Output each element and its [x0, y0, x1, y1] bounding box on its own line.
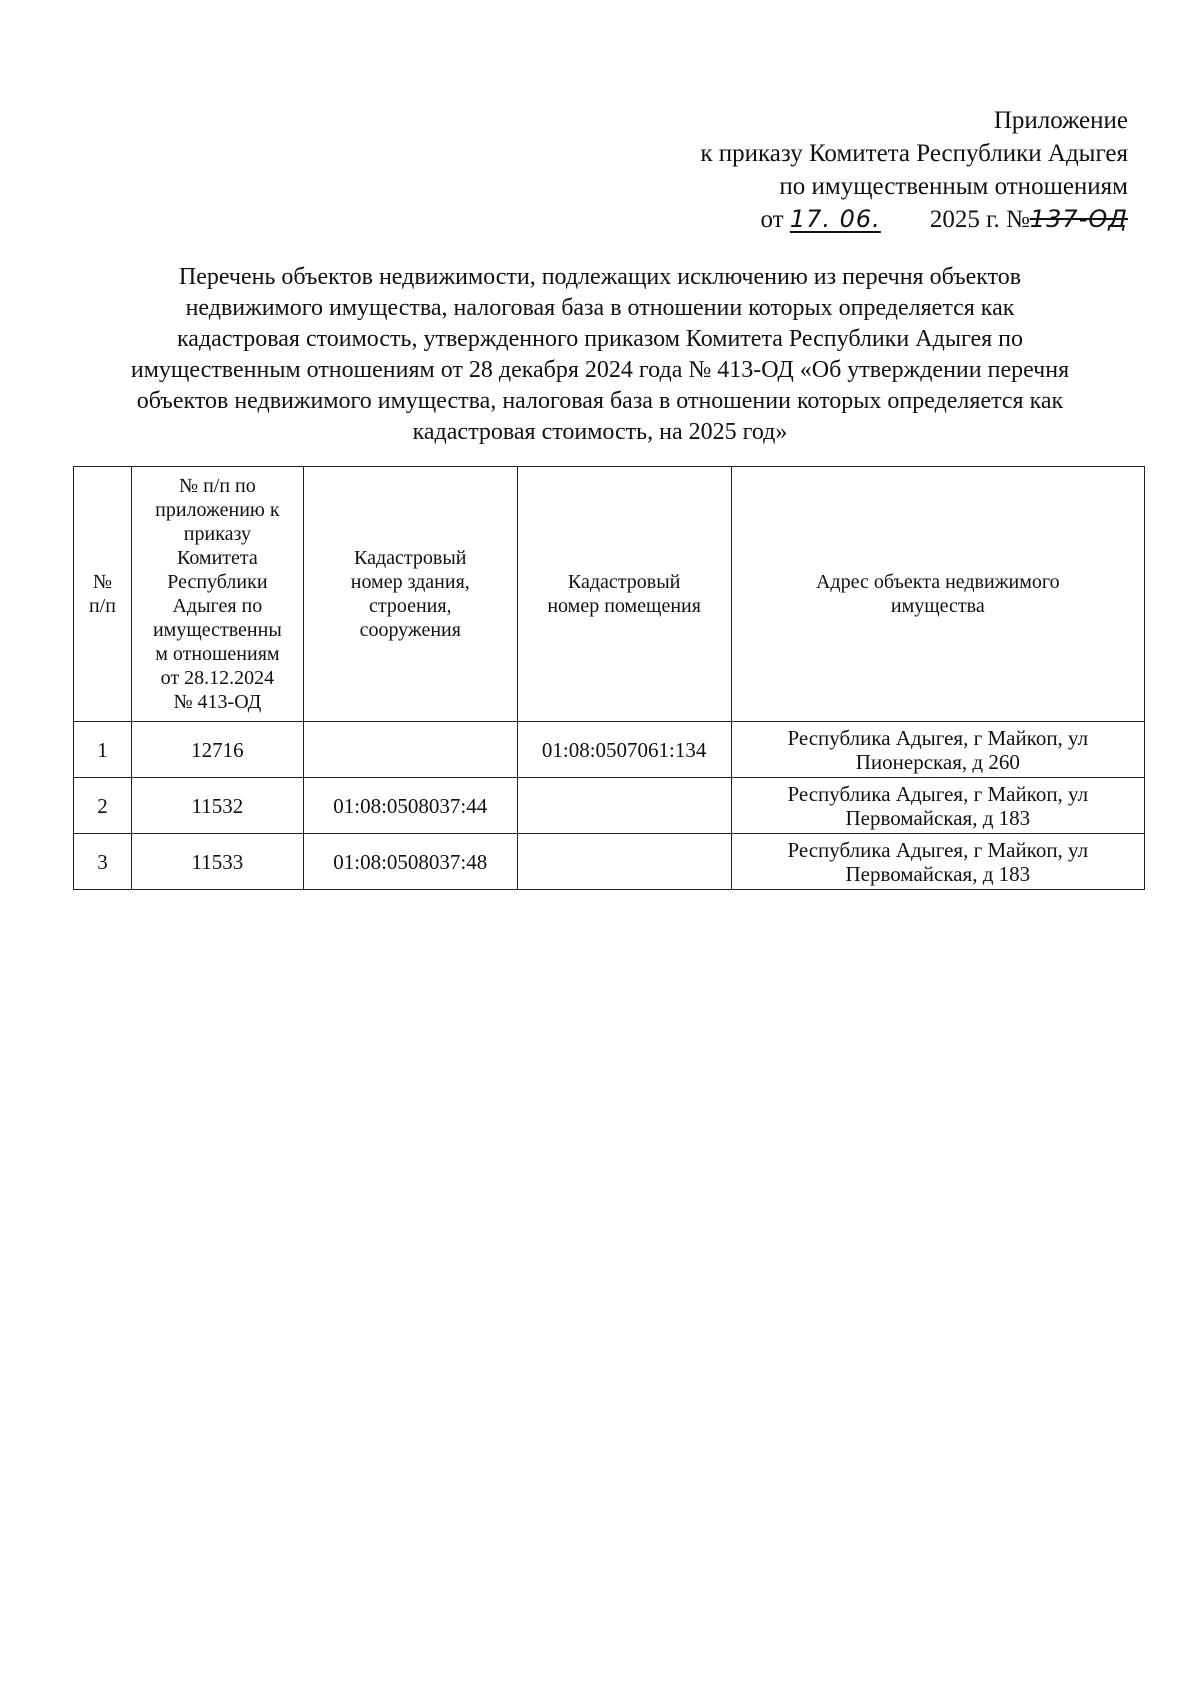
- title-line: объектов недвижимого имущества, налоговая база в отношении которых определяется как: [136, 388, 1064, 414]
- appendix-committee: по имущественным отношениям: [779, 173, 1128, 200]
- cell-row-number: 3: [74, 834, 132, 890]
- cell-appendix-number: 11533: [131, 834, 303, 890]
- objects-table: [73, 466, 1145, 890]
- appendix-header: [700, 104, 1128, 236]
- cell-premises-cadastral: [517, 834, 731, 890]
- table-row: [74, 722, 1145, 778]
- cell-appendix-number: 11532: [131, 778, 303, 834]
- cell-building-cadastral: 01:08:0508037:44: [303, 778, 517, 834]
- header-row-number: № п/п: [74, 467, 132, 722]
- title-line: имущественным отношениям от 28 декабря 2024 года № 413-ОД «Об утверждении перечня: [130, 357, 1070, 383]
- cell-address: Республика Адыгея, г Майкоп, ул Первомайская, д 183: [731, 778, 1144, 834]
- cell-row-number: 1: [74, 722, 132, 778]
- cell-address: Республика Адыгея, г Майкоп, ул Первомайская, д 183: [731, 834, 1144, 890]
- cell-building-cadastral: 01:08:0508037:48: [303, 834, 517, 890]
- appendix-order-ref: к приказу Комитета Республики Адыгея: [700, 140, 1128, 167]
- title-line: кадастровая стоимость, утвержденного приказом Комитета Республики Адыгея по: [177, 326, 1023, 352]
- table-row: [74, 778, 1145, 834]
- appendix-date-line: [700, 203, 1128, 236]
- table-header-row: [74, 467, 1145, 722]
- appendix-label: Приложение: [993, 107, 1128, 134]
- header-building-cadastral: Кадастровый номер здания, строения, сооружения: [303, 467, 517, 722]
- year-number-label: 2025 г. №: [929, 206, 1030, 233]
- title-line: кадастровая стоимость, на 2025 год»: [412, 419, 788, 445]
- title-line: недвижимого имущества, налоговая база в отношении которых определяется как: [185, 295, 1015, 321]
- header-premises-cadastral: Кадастровый номер помещения: [517, 467, 731, 722]
- cell-premises-cadastral: 01:08:0507061:134: [517, 722, 731, 778]
- document-title: [48, 262, 1152, 448]
- table-row: [74, 834, 1145, 890]
- cell-building-cadastral: [303, 722, 517, 778]
- header-appendix-number: № п/п по приложению к приказу Комитета Республики Адыгея по имущественны м отношениям от 28.12.2024 № 413-ОД: [131, 467, 303, 722]
- from-prefix: от: [760, 206, 784, 233]
- cell-appendix-number: 12716: [131, 722, 303, 778]
- cell-premises-cadastral: [517, 778, 731, 834]
- handwritten-order-number: 137-ОД: [1029, 205, 1128, 233]
- handwritten-date: 17. 06.: [789, 205, 881, 233]
- title-line: Перечень объектов недвижимости, подлежащих исключению из перечня объектов: [178, 264, 1022, 290]
- cell-row-number: 2: [74, 778, 132, 834]
- header-address: Адрес объекта недвижимого имущества: [731, 467, 1144, 722]
- cell-address: Республика Адыгея, г Майкоп, ул Пионерская, д 260: [731, 722, 1144, 778]
